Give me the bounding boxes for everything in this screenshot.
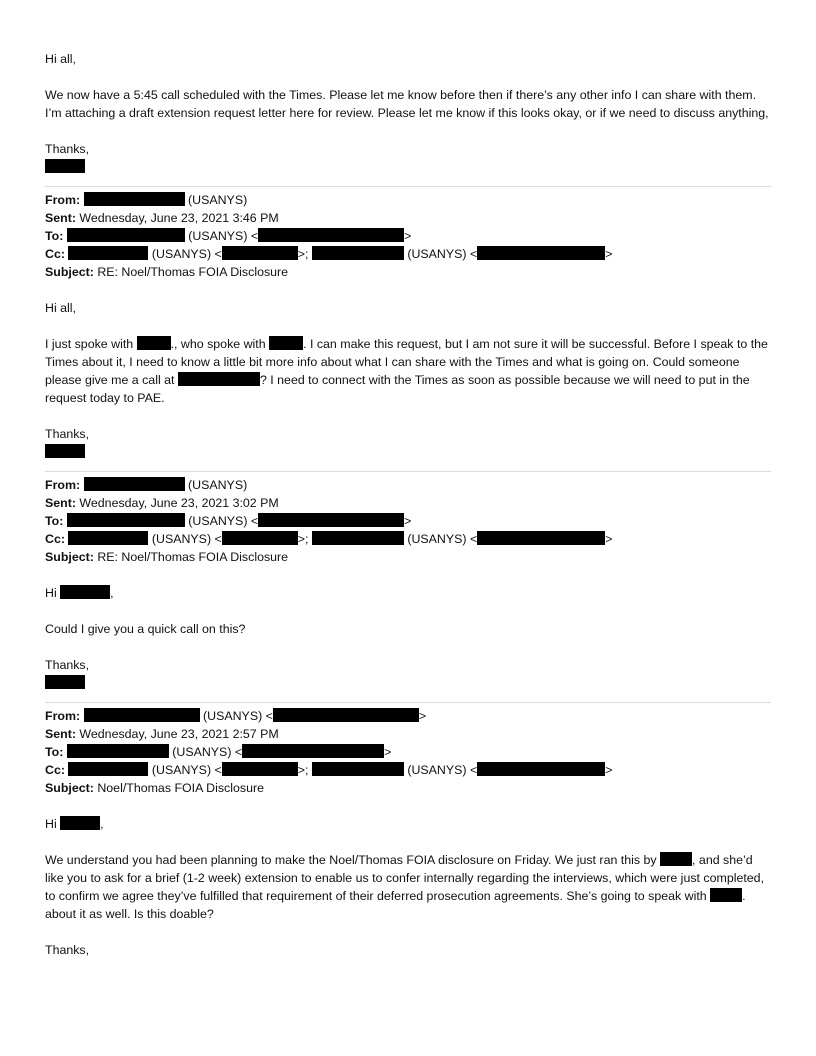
- email-header: [45, 476, 771, 566]
- redaction-email: [477, 762, 605, 776]
- email-header: [45, 191, 771, 281]
- email-document: [45, 50, 771, 959]
- redaction-phone: [178, 372, 260, 386]
- to-line: To: (USANYS) < >: [45, 229, 412, 243]
- subject-line: Subject: Noel/Thomas FOIA Disclosure: [45, 781, 264, 795]
- message-body: I just spoke with ., who spoke with . I can make this request, but I am not sure it will be successful. Before I speak to the Times about it, I need to know a little bit more info about what I can share with the Times and what is going on. Could someone please give me a call at ? I need to connect with the Times as soon as possible because we will need to put in the request today to PAE.: [45, 337, 768, 405]
- subject-line: Subject: RE: Noel/Thomas FOIA Disclosure: [45, 265, 289, 279]
- redaction-name: [312, 246, 404, 260]
- redaction-name: [60, 585, 110, 599]
- from-line: From: (USANYS): [45, 193, 248, 207]
- redaction-email: [477, 246, 605, 260]
- message-body: We understand you had been planning to make the Noel/Thomas FOIA disclosure on Friday. We just ran this by , and she’d like you to ask for a brief (1-2 week) extension to enable us to confer internally regarding the interviews, which were just completed, to confirm we agree they’ve fulfilled that requirement of their deferred prosecution agreements. She’s going to speak with . about it as well. Is this doable?: [45, 853, 765, 921]
- redaction-name: [84, 477, 185, 491]
- message-body: We now have a 5:45 call scheduled with the Times. Please let me know before then if there’s any other info I can share with them. I’m attaching a draft extension request letter here for review. Please let me know if this looks okay, or if we need to discuss anything,: [45, 88, 769, 120]
- signoff: Thanks,: [45, 943, 90, 957]
- greeting: Hi ,: [45, 817, 104, 831]
- sent-line: Sent: Wednesday, June 23, 2021 3:46 PM: [45, 211, 279, 225]
- from-line: From: (USANYS) < >: [45, 709, 427, 723]
- signoff: Thanks,: [45, 142, 90, 156]
- redaction-name: [60, 816, 100, 830]
- sent-line: Sent: Wednesday, June 23, 2021 3:02 PM: [45, 496, 279, 510]
- cc-line: Cc: (USANYS) < >; (USANYS) < >: [45, 532, 613, 546]
- sent-line: Sent: Wednesday, June 23, 2021 2:57 PM: [45, 727, 279, 741]
- redaction-email: [222, 762, 298, 776]
- redaction-name: [269, 336, 303, 350]
- redaction-name: [67, 513, 185, 527]
- greeting: Hi ,: [45, 586, 114, 600]
- redaction-email: [273, 708, 419, 722]
- redaction-name: [68, 531, 148, 545]
- redaction-email: [222, 246, 298, 260]
- redaction-name: [67, 228, 185, 242]
- redaction-name: [68, 246, 148, 260]
- message-body: Could I give you a quick call on this?: [45, 622, 246, 636]
- redaction-name: [710, 888, 742, 902]
- subject-line: Subject: RE: Noel/Thomas FOIA Disclosure: [45, 550, 289, 564]
- redaction-signature: [45, 675, 85, 689]
- redaction-email: [222, 531, 298, 545]
- redaction-name: [67, 744, 169, 758]
- redaction-name: [660, 852, 692, 866]
- redaction-email: [477, 531, 605, 545]
- redaction-signature: [45, 444, 85, 458]
- signoff: Thanks,: [45, 658, 90, 672]
- redaction-name: [84, 708, 200, 722]
- to-line: To: (USANYS) < >: [45, 514, 412, 528]
- cc-line: Cc: (USANYS) < >; (USANYS) < >: [45, 763, 613, 777]
- to-line: To: (USANYS) < >: [45, 745, 392, 759]
- cc-line: Cc: (USANYS) < >; (USANYS) < >: [45, 247, 613, 261]
- redaction-name: [312, 531, 404, 545]
- redaction-name: [68, 762, 148, 776]
- redaction-email: [258, 513, 404, 527]
- greeting: Hi all,: [45, 52, 76, 66]
- redaction-name: [312, 762, 404, 776]
- redaction-signature: [45, 159, 85, 173]
- email-header: [45, 707, 771, 797]
- greeting: Hi all,: [45, 301, 76, 315]
- redaction-name: [137, 336, 171, 350]
- redaction-email: [258, 228, 404, 242]
- signoff: Thanks,: [45, 427, 90, 441]
- from-line: From: (USANYS): [45, 478, 248, 492]
- redaction-email: [242, 744, 384, 758]
- redaction-name: [84, 192, 185, 206]
